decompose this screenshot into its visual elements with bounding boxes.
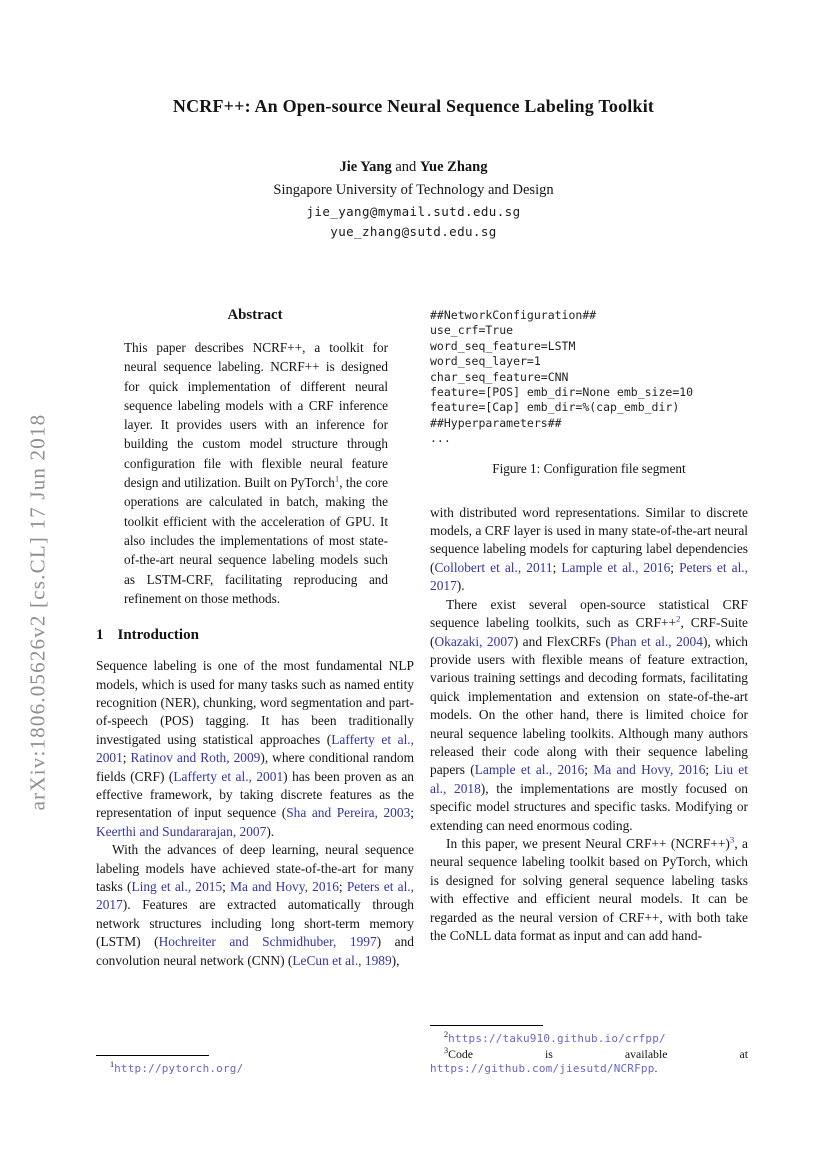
footnote-rule	[96, 1055, 209, 1056]
text-run: .	[654, 1061, 658, 1076]
author-email-2: yue_zhang@sutd.edu.sg	[330, 224, 497, 239]
text-run: ) has been proven as an effective framework, by taking discrete features as the representation of input sequence (	[96, 768, 414, 821]
text-run: ). Features are extracted automatically through network structures including long short-term memory (LSTM) (	[96, 897, 414, 950]
footnote-marker: 2	[444, 1030, 449, 1040]
text-run: ;	[584, 762, 594, 778]
code-line: ##Hyperparameters##	[430, 415, 562, 430]
text-run: This paper describes NCRF++, a toolkit for neural sequence labeling. NCRF++ is designed for quick implementation of different neural sequence labeling models with a CRF inference layer. It provides users with an inference for building the custom model structure through configuration file with flexible neural feature design and utilization. Built on PyTorch	[124, 340, 388, 491]
footnote-1	[96, 1061, 414, 1077]
text-run: In this paper, we present Neural CRF++ (NCRF++)	[446, 835, 730, 851]
abstract-heading: Abstract	[227, 307, 283, 323]
footnote-marker: 1	[110, 1060, 115, 1070]
left-footnotes	[96, 1055, 414, 1089]
text-run: ), where conditional random fields (CRF) (	[96, 750, 415, 784]
url-link[interactable]: https://taku910.github.io/crfpp/	[448, 1032, 666, 1046]
section-label: Introduction	[117, 627, 199, 644]
citation-link[interactable]: LeCun et al., 1989	[292, 952, 392, 968]
right-column	[430, 299, 748, 1089]
text-run: ;	[122, 750, 131, 766]
text-run: ;	[552, 559, 562, 575]
text-run: ) and convolution neural network (CNN) (	[96, 934, 414, 968]
body-paragraph-1	[430, 504, 748, 596]
code-line: word_seq_layer=1	[430, 354, 541, 369]
text-run: ;	[670, 559, 680, 575]
figure1-code-listing	[430, 308, 748, 447]
left-column	[96, 299, 414, 1089]
paper-header	[0, 0, 827, 239]
citation-link[interactable]: Lample et al., 2016	[474, 762, 585, 778]
text-run: There exist several open-source statistical CRF sequence labeling toolkits, such as CRF++	[430, 596, 748, 631]
citation-link[interactable]: Lample et al., 2016	[561, 559, 671, 575]
citation-link[interactable]: Collobert et al., 2011	[434, 559, 553, 575]
text-run: with distributed word representations. Similar to discrete models, a CRF layer is used in many state-of-the-art neural sequence labeling models for capturing label dependencies (	[430, 504, 748, 575]
text-run: ;	[410, 805, 415, 821]
section-number: 1	[96, 627, 104, 644]
right-footnotes	[430, 1025, 748, 1089]
text-run: ) and FlexCRFs (	[513, 633, 610, 649]
text-run: Code is available at	[448, 1046, 748, 1061]
text-run: ;	[338, 879, 347, 895]
text-run: ;	[705, 762, 715, 778]
author-name: Jie Yang	[339, 159, 392, 175]
text-run: With the advances of deep learning, neural sequence labeling models have achieved state-of-the-art for many tasks (	[96, 842, 414, 895]
text-run: , the core operations are calculated in batch, making the toolkit efficient with the acceleration of GPU. It also includes the implementations of most state-of-the-art neural sequence labeling models such as LSTM-CRF, facilitating reproducing and refinement on those methods.	[124, 475, 388, 606]
citation-link[interactable]: Peters et al., 2017	[96, 879, 414, 913]
code-line: feature=[POS] emb_dir=None emb_size=10	[430, 385, 694, 400]
code-line: word_seq_feature=LSTM	[430, 338, 576, 353]
citation-link[interactable]: Ma and Hovy, 2016	[593, 762, 706, 778]
citation-link[interactable]: Liu et al., 2018	[430, 762, 748, 796]
citation-link[interactable]: Sha and Pereira, 2003	[286, 805, 411, 821]
citation-link[interactable]: Lafferty et al., 2001	[173, 768, 284, 784]
citation-link[interactable]: Keerthi and Sundararajan, 2007	[96, 823, 267, 839]
affiliation: Singapore University of Technology and Design	[273, 182, 554, 198]
code-line: use_crf=True	[430, 323, 514, 338]
citation-link[interactable]: Ratinov and Roth, 2009	[130, 750, 261, 766]
footnote-ref[interactable]: 2	[676, 613, 681, 624]
text-run: ).	[456, 578, 465, 594]
text-run: ;	[222, 879, 231, 895]
footnote-ref[interactable]: 3	[729, 834, 735, 845]
citation-link[interactable]: Phan et al., 2004	[609, 633, 703, 649]
text-run: ),	[391, 952, 400, 968]
author-name: Yue Zhang	[419, 159, 488, 175]
citation-link[interactable]: Okazaki, 2007	[434, 633, 514, 649]
two-column-body	[96, 299, 748, 1089]
text-run: Sequence labeling is one of the most fundamental NLP models, which is used for many tasks such as named entity recognition (NER), chunking, word segmentation and part-of-speech (POS) tagging. It has been traditionally investigated using statistical approaches (	[96, 658, 414, 747]
citation-link[interactable]: Peters et al., 2017	[430, 559, 748, 594]
paper-title: NCRF++: An Open-source Neural Sequence Labeling Toolkit	[172, 96, 655, 116]
footnote-rule	[430, 1025, 543, 1026]
text-run: ), which provide users with flexible means of feature extraction, various training settings and decoding formats, facilitating quick implementation and extension on state-of-the-art models. On the other hand, there is limited choice for neural sequence labeling toolkits. Although many authors released their code along with their sequence labeling papers (	[430, 633, 748, 778]
author-email-1: jie_yang@mymail.sutd.edu.sg	[306, 204, 521, 219]
url-link[interactable]: http://pytorch.org/	[114, 1062, 244, 1076]
citation-link[interactable]: Hochreiter and Schmidhuber, 1997	[158, 934, 377, 950]
body-paragraph-2	[430, 596, 748, 835]
arxiv-watermark: arXiv:1806.05626v2 [cs.CL] 17 Jun 2018	[25, 413, 50, 811]
figure1-caption: Figure 1: Configuration file segment	[492, 460, 686, 476]
citation-link[interactable]: Lafferty et al., 2001	[96, 731, 414, 766]
text-run: , a neural sequence labeling toolkit based on PyTorch, which is designed for solving general sequence labeling tasks with effective and efficient neural models. It can be regarded as the neural version of CRF++, with both take the CoNLL data format as input and can add hand-	[430, 835, 748, 943]
text-run: ).	[266, 823, 275, 839]
intro-paragraph-1	[96, 657, 414, 841]
footnote-3	[430, 1047, 748, 1077]
code-line: ##NetworkConfiguration##	[430, 308, 597, 322]
footnote-ref[interactable]: 1	[334, 473, 340, 484]
abstract-text	[124, 338, 388, 608]
code-line: char_seq_feature=CNN	[430, 369, 569, 384]
code-line: ...	[430, 431, 451, 446]
section-heading-introduction	[96, 627, 414, 644]
code-line: feature=[Cap] emb_dir=%(cap_emb_dir)	[430, 400, 680, 415]
text-run: and	[391, 159, 420, 175]
citation-link[interactable]: Ling et al., 2015	[131, 879, 223, 895]
footnote-marker: 3	[444, 1045, 449, 1055]
body-paragraph-3	[430, 835, 748, 945]
text-run: , CRF-Suite (	[430, 615, 748, 649]
footnote-2	[430, 1031, 748, 1047]
authors-line	[0, 159, 827, 176]
text-run: ), the implementations are mostly focused on specific model structures and specific tasks. Modifying or extending can need enormous coding.	[430, 780, 748, 833]
citation-link[interactable]: Ma and Hovy, 2016	[230, 879, 339, 895]
intro-paragraph-2	[96, 841, 414, 970]
url-link[interactable]: https://github.com/jiesutd/NCRFpp	[430, 1062, 655, 1076]
